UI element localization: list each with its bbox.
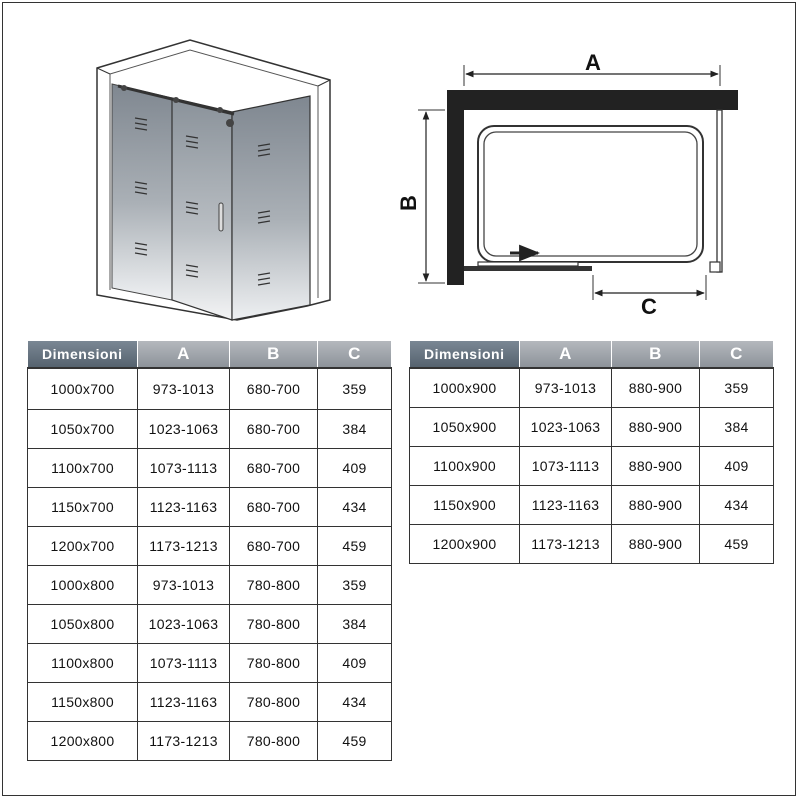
table-header-row: [28, 341, 392, 368]
table-cell: 973-1013: [520, 368, 612, 408]
table-cell: 973-1013: [138, 566, 230, 605]
table-row: [28, 527, 392, 566]
table-cell: 1173-1213: [138, 527, 230, 566]
table-cell: 1000x700: [28, 368, 138, 410]
dimensions-table-900: [409, 341, 774, 564]
table-cell: 409: [318, 449, 392, 488]
dimension-a-label: A: [585, 50, 601, 75]
column-header: A: [138, 341, 230, 368]
table-row: [28, 566, 392, 605]
table-cell: 1150x700: [28, 488, 138, 527]
table-cell: 1200x800: [28, 722, 138, 761]
shower-diagrams: [0, 0, 800, 330]
table-cell: 1100x700: [28, 449, 138, 488]
table-cell: 1200x700: [28, 527, 138, 566]
table-cell: 880-900: [612, 525, 700, 564]
table-cell: 1200x900: [410, 525, 520, 564]
table-cell: 1050x900: [410, 408, 520, 447]
column-header: Dimensioni: [410, 341, 520, 368]
table-cell: 973-1013: [138, 368, 230, 410]
table-cell: 384: [318, 410, 392, 449]
table-row: [28, 644, 392, 683]
table-cell: 680-700: [230, 368, 318, 410]
table-cell: 680-700: [230, 410, 318, 449]
table-header-row: [410, 341, 774, 368]
table-cell: 1123-1163: [138, 488, 230, 527]
table-cell: 880-900: [612, 486, 700, 525]
table-cell: 1123-1163: [520, 486, 612, 525]
table-cell: 1000x900: [410, 368, 520, 408]
table-cell: 359: [318, 566, 392, 605]
table-cell: 409: [700, 447, 774, 486]
table-cell: 680-700: [230, 488, 318, 527]
table-cell: 780-800: [230, 722, 318, 761]
table-cell: 1023-1063: [138, 410, 230, 449]
table-cell: 384: [318, 605, 392, 644]
table-row: [28, 722, 392, 761]
table-cell: 880-900: [612, 408, 700, 447]
table-cell: 1150x800: [28, 683, 138, 722]
table-cell: 1100x800: [28, 644, 138, 683]
table-row: [410, 368, 774, 408]
table-cell: 680-700: [230, 527, 318, 566]
table-cell: 780-800: [230, 683, 318, 722]
table-cell: 780-800: [230, 605, 318, 644]
table-cell: 1100x900: [410, 447, 520, 486]
table-cell: 780-800: [230, 566, 318, 605]
table-row: [28, 488, 392, 527]
column-header: B: [612, 341, 700, 368]
table-row: [410, 447, 774, 486]
table-cell: 434: [318, 683, 392, 722]
table-row: [28, 410, 392, 449]
table-cell: 434: [700, 486, 774, 525]
column-header: B: [230, 341, 318, 368]
table-cell: 1073-1113: [520, 447, 612, 486]
table-cell: 1000x800: [28, 566, 138, 605]
dimension-c-label: C: [641, 294, 657, 319]
table-row: [28, 449, 392, 488]
table-row: [28, 368, 392, 410]
table-cell: 1123-1163: [138, 683, 230, 722]
table-cell: 1073-1113: [138, 644, 230, 683]
column-header: C: [700, 341, 774, 368]
table-row: [410, 525, 774, 564]
table-row: [28, 605, 392, 644]
column-header: Dimensioni: [28, 341, 138, 368]
table-cell: 1073-1113: [138, 449, 230, 488]
table-cell: 1173-1213: [138, 722, 230, 761]
table-cell: 359: [700, 368, 774, 408]
table-cell: 384: [700, 408, 774, 447]
table-cell: 1050x700: [28, 410, 138, 449]
table-cell: 780-800: [230, 644, 318, 683]
dimension-b-label: B: [396, 195, 421, 211]
table-cell: 409: [318, 644, 392, 683]
dimensions-table-700-800: [27, 341, 392, 761]
table-cell: 1050x800: [28, 605, 138, 644]
shower-top-view: [396, 50, 738, 319]
table-cell: 680-700: [230, 449, 318, 488]
table-cell: 459: [318, 722, 392, 761]
table-row: [410, 486, 774, 525]
table-cell: 459: [318, 527, 392, 566]
table-cell: 1173-1213: [520, 525, 612, 564]
shower-perspective-view: [97, 40, 330, 320]
table-cell: 1150x900: [410, 486, 520, 525]
table-cell: 880-900: [612, 447, 700, 486]
column-header: A: [520, 341, 612, 368]
table-cell: 459: [700, 525, 774, 564]
table-cell: 359: [318, 368, 392, 410]
table-cell: 1023-1063: [138, 605, 230, 644]
table-cell: 880-900: [612, 368, 700, 408]
table-cell: 434: [318, 488, 392, 527]
column-header: C: [318, 341, 392, 368]
table-row: [410, 408, 774, 447]
table-cell: 1023-1063: [520, 408, 612, 447]
table-row: [28, 683, 392, 722]
